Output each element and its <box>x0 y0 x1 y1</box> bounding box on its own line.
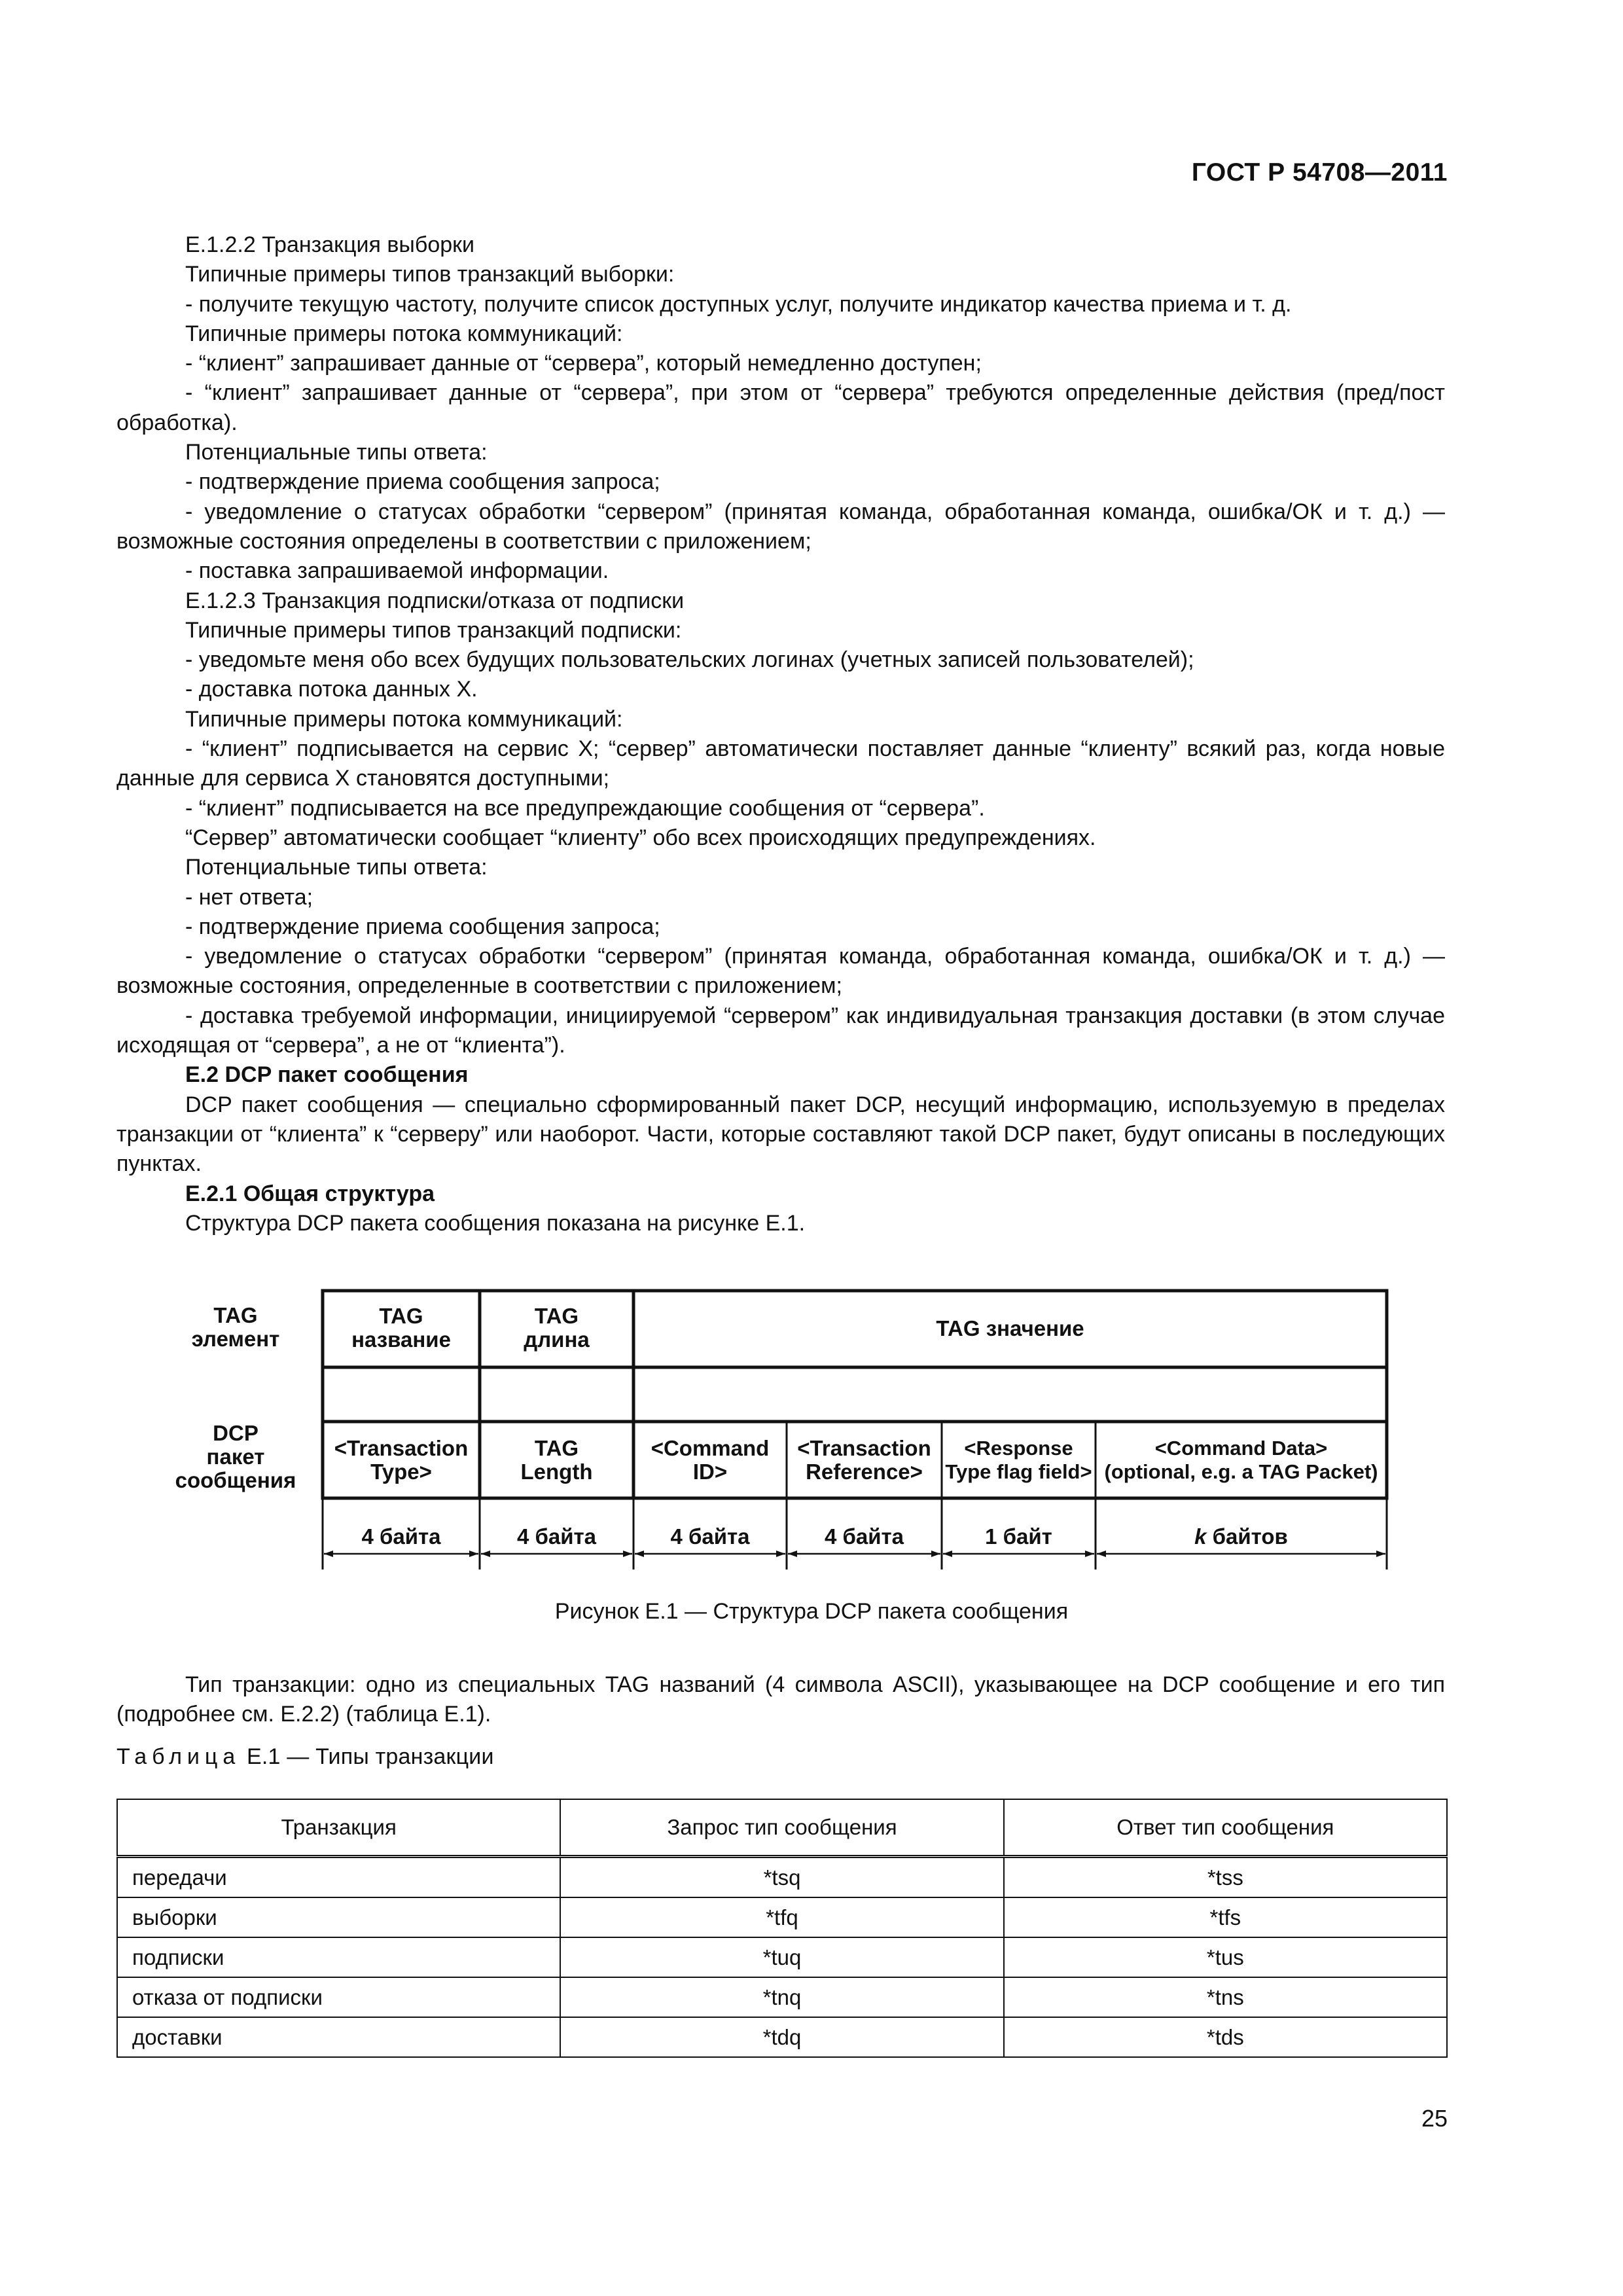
paragraph: - “клиент” запрашивает данные от “сервера”, при этом от “сервера” требуются определенные действия (пред/пост обработка). <box>116 380 1445 435</box>
field-transaction-reference: <Transaction Reference> <box>797 1436 931 1484</box>
table-cell: *tdq <box>560 2017 1003 2057</box>
size-label-variable: k байтов <box>1194 1524 1288 1549</box>
paragraph: - “клиент” подписывается на сервис X; “сервер” автоматически поставляет данные “клиенту” всякий раз, когда новые данные для сервиса X становятся доступными; <box>116 736 1445 791</box>
table-cell: подписки <box>117 1937 560 1977</box>
paragraph: Е.1.2.3 Транзакция подписки/отказа от подписки <box>185 588 685 613</box>
size-label: 1 байт <box>985 1524 1052 1549</box>
paragraph: Е.1.2.2 Транзакция выборки <box>185 232 474 257</box>
paragraph: Типичные примеры потока коммуникаций: <box>185 706 623 732</box>
paragraph: “Сервер” автоматически сообщает “клиенту” обо всех происходящих предупреждениях. <box>185 825 1096 850</box>
size-label: 4 байта <box>824 1524 904 1549</box>
page-number: 25 <box>1421 2105 1448 2132</box>
paragraph: - доставка потока данных X. <box>185 677 478 702</box>
paragraph: - подтверждение приема сообщения запроса; <box>185 914 660 939</box>
field-command-id: <Command ID> <box>651 1436 770 1484</box>
paragraph: Структура DCP пакета сообщения показана на рисунке Е.1. <box>185 1210 806 1236</box>
subsection-heading: Е.2.1 Общая структура <box>185 1181 435 1206</box>
table-header: Транзакция <box>117 1799 560 1857</box>
table-row <box>117 1897 1447 1937</box>
table-cell: *tns <box>1004 1977 1447 2017</box>
table-row <box>117 1937 1447 1977</box>
field-transaction-type: <Transaction Type> <box>334 1436 469 1484</box>
table-cell: отказа от подписки <box>117 1977 560 2017</box>
paragraph: Тип транзакции: одно из специальных TAG названий (4 символа ASCII), указывающее на DCP сообщение и его тип (подробнее см. Е.2.2) (таблица Е.1). <box>116 1672 1445 1727</box>
cell-tag-name: TAG название <box>351 1304 451 1352</box>
paragraph: Типичные примеры потока коммуникаций: <box>185 321 623 346</box>
table-cell: *tfq <box>560 1897 1003 1937</box>
paragraph: - уведомьте меня обо всех будущих пользовательских логинах (учетных записей пользователей); <box>185 647 1194 673</box>
paragraph: Типичные примеры типов транзакций выборки: <box>185 262 675 287</box>
table-header: Ответ тип сообщения <box>1004 1799 1447 1857</box>
paragraph: - подтверждение приема сообщения запроса; <box>185 469 660 495</box>
paragraph: - получите текущую частоту, получите список доступных услуг, получите индикатор качества приема и т. д. <box>185 291 1292 317</box>
table-row <box>117 1857 1447 1898</box>
paragraph: - поставка запрашиваемой информации. <box>185 558 609 584</box>
size-label: 4 байта <box>670 1524 750 1549</box>
table-row <box>117 2017 1447 2057</box>
paragraph: DCP пакет сообщения — специально сформированный пакет DCP, несущий информацию, используемую в пределах транзакции от “клиента” к “серверу” или наоборот. Части, которые составляют такой DCP пакет, будут описаны в последующих пунктах. <box>116 1092 1445 1177</box>
size-label: 4 байта <box>361 1524 441 1549</box>
size-ticks <box>323 1498 1387 1570</box>
table-cell: доставки <box>117 2017 560 2057</box>
size-label: 4 байта <box>516 1524 597 1549</box>
cell-tag-value: TAG значение <box>936 1316 1084 1340</box>
field-command-data: <Command Data> (optional, e.g. a TAG Packet) <box>1104 1437 1378 1483</box>
paragraph: Типичные примеры типов транзакций подписки: <box>185 617 682 643</box>
paragraph: Потенциальные типы ответа: <box>185 855 488 880</box>
paragraph: - нет ответа; <box>185 884 313 910</box>
paragraph: - уведомление о статусах обработки “сервером” (принятая команда, обработанная команда, ошибка/ОК и т. д.) — возможные состояния определены в соответствии с приложением; <box>116 499 1445 554</box>
table-cell: *tus <box>1004 1937 1447 1977</box>
table-cell: передачи <box>117 1857 560 1898</box>
table-header-row <box>117 1799 1447 1857</box>
table-header: Запрос тип сообщения <box>560 1799 1003 1857</box>
field-tag-length: TAG Length <box>520 1436 593 1484</box>
table-cell: *tsq <box>560 1857 1003 1898</box>
table-row <box>117 1977 1447 2017</box>
table-cell: *tds <box>1004 2017 1447 2057</box>
figure-frame <box>323 1291 1387 1498</box>
cell-tag-length: TAG длина <box>524 1304 590 1352</box>
row-label-tag-element: TAG элемент <box>191 1303 280 1351</box>
body-text-after-figure <box>116 1670 1445 1730</box>
table-title: Таблица Е.1 — Типы транзакции <box>116 1744 494 1769</box>
table-cell: *tuq <box>560 1937 1003 1977</box>
table-cell: *tfs <box>1004 1897 1447 1937</box>
transaction-types-table <box>116 1799 1448 2058</box>
document-id-header: ГОСТ Р 54708—2011 <box>1191 158 1448 187</box>
row-label-dcp-packet: DCP пакет сообщения <box>175 1421 296 1492</box>
body-text <box>116 230 1445 1238</box>
paragraph: - “клиент” подписывается на все предупреждающие сообщения от “сервера”. <box>185 795 985 821</box>
figure-inner-dividers <box>787 1422 1096 1498</box>
table-cell: *tss <box>1004 1857 1447 1898</box>
table-cell: выборки <box>117 1897 560 1937</box>
field-response-type-flag: <Response Type flag field> <box>945 1437 1092 1483</box>
paragraph: - уведомление о статусах обработки “сервером” (принятая команда, обработанная команда, ошибка/ОК и т. д.) — возможные состояния, определенные в соответствии с приложением; <box>116 944 1445 999</box>
paragraph: - “клиент” запрашивает данные от “сервера”, который немедленно доступен; <box>185 351 982 376</box>
paragraph: Потенциальные типы ответа: <box>185 440 488 465</box>
paragraph: - доставка требуемой информации, инициируемой “сервером” как индивидуальная транзакция доставки (в этом случае исходящая от “сервера”, а не от “клиента”). <box>116 1003 1445 1058</box>
figure-caption: Рисунок Е.1 — Структура DCP пакета сообщения <box>554 1599 1069 1624</box>
section-heading: Е.2 DCP пакет сообщения <box>185 1062 469 1088</box>
table-cell: *tnq <box>560 1977 1003 2017</box>
